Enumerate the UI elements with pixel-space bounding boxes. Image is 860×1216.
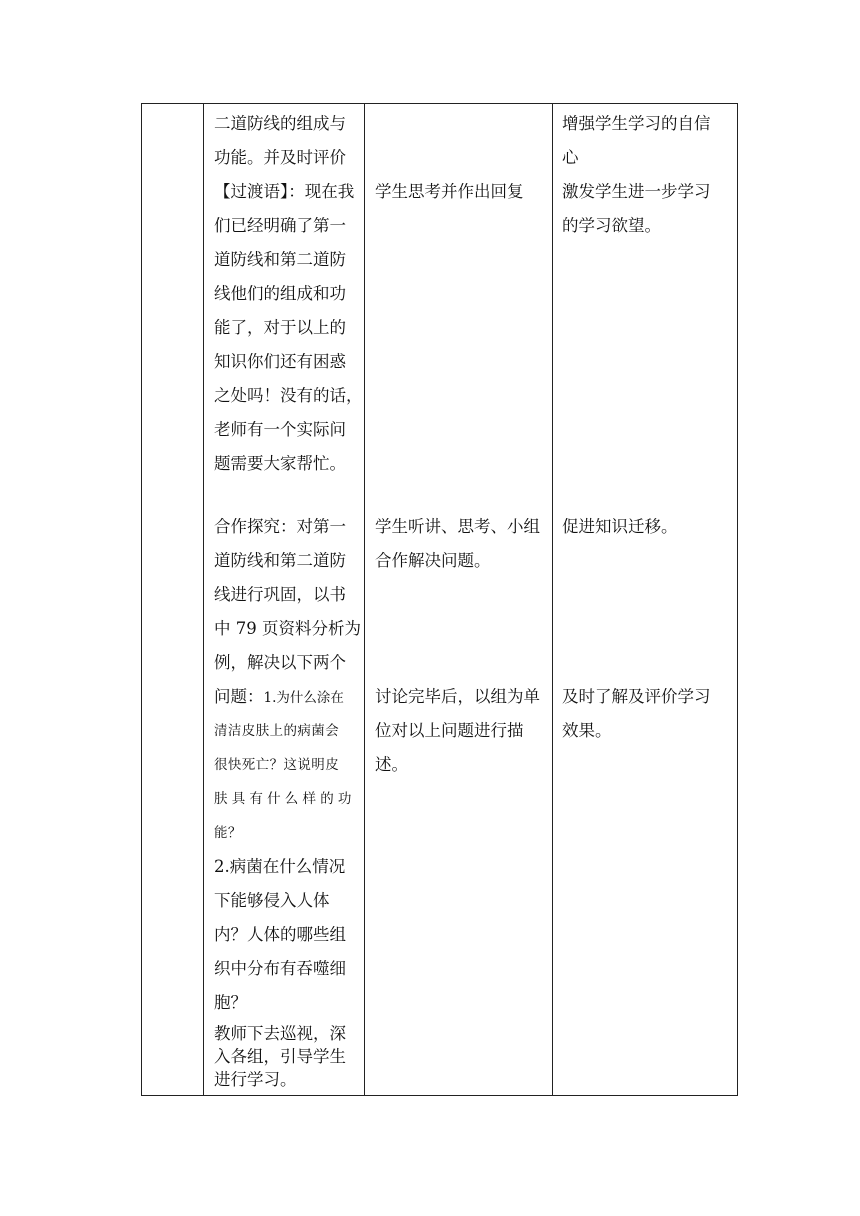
text-line: 清洁皮肤上的病菌会	[214, 723, 340, 739]
text-line: 很快死亡？这说明皮	[214, 757, 340, 773]
text-line: 老师有一个实际问	[214, 420, 346, 439]
text-line: 题需要大家帮忙。	[214, 454, 346, 473]
text-line: 及时了解及评价学习	[562, 687, 711, 706]
text-line: 能了，对于以上的	[214, 318, 346, 337]
teacher-activity-block-2	[214, 510, 361, 1091]
question-1-line	[214, 680, 361, 714]
text-line: 线进行巩固，以书	[214, 585, 346, 604]
text-line: 道防线和第二道防	[214, 250, 346, 269]
text-line: 促进知识迁移。	[562, 517, 678, 536]
text-line: 合作探究：对第一	[214, 517, 346, 536]
column-divider	[203, 104, 204, 1095]
text-line: 内？人体的哪些组	[214, 925, 346, 944]
design-intent-block-1	[562, 107, 711, 243]
text-line: 增强学生学习的自信	[562, 114, 711, 133]
text-line: 进行学习。	[214, 1070, 297, 1089]
text-line: 【过渡语】：现在我	[214, 182, 355, 201]
text-line: 例，解决以下两个	[214, 653, 346, 672]
text-line: 肤具有什么样的功	[214, 791, 356, 807]
text-line: 讨论完毕后，以组为单	[375, 687, 540, 706]
design-intent-block-2	[562, 510, 678, 544]
question-prefix: 问题：	[214, 687, 264, 706]
question-text: 1.为什么涂在	[263, 690, 344, 706]
design-intent-block-3	[562, 680, 711, 748]
text-line: 们已经明确了第一	[214, 216, 346, 235]
text-line: 合作解决问题。	[375, 551, 491, 570]
student-activity-block-3	[375, 680, 540, 782]
lesson-plan-table	[141, 103, 738, 1096]
text-line: 功能。并及时评价	[214, 148, 346, 167]
text-line: 织中分布有吞噬细	[214, 959, 346, 978]
teacher-activity-block-1	[214, 107, 363, 481]
text-line: 位对以上问题进行描	[375, 721, 524, 740]
text-line: 学生听讲、思考、小组	[375, 517, 540, 536]
student-activity-block-2	[375, 510, 540, 578]
column-divider	[552, 104, 553, 1095]
text-line: 的学习欲望。	[562, 216, 661, 235]
text-line: 教师下去巡视，深	[214, 1024, 346, 1043]
text-line: 二道防线的组成与	[214, 114, 346, 133]
text-line: 之处吗！没有的话，	[214, 386, 363, 405]
text-line: 中 79 页资料分析为	[214, 619, 361, 638]
column-divider	[364, 104, 365, 1095]
text-line: 入各组，引导学生	[214, 1047, 346, 1066]
text-line: 激发学生进一步学习	[562, 182, 711, 201]
text-line: 胞？	[214, 993, 247, 1012]
text-line: 效果。	[562, 721, 612, 740]
text-line: 线他们的组成和功	[214, 284, 346, 303]
text-line: 下能够侵入人体	[214, 891, 330, 910]
student-activity-block-1	[375, 175, 524, 209]
text-line: 道防线和第二道防	[214, 551, 346, 570]
text-line: 学生思考并作出回复	[375, 182, 524, 201]
text-line: 知识你们还有困惑	[214, 352, 346, 371]
text-line: 心	[562, 148, 579, 167]
text-line: 2.病菌在什么情况	[214, 857, 346, 876]
text-line: 述。	[375, 755, 408, 774]
text-line: 能？	[214, 825, 242, 841]
